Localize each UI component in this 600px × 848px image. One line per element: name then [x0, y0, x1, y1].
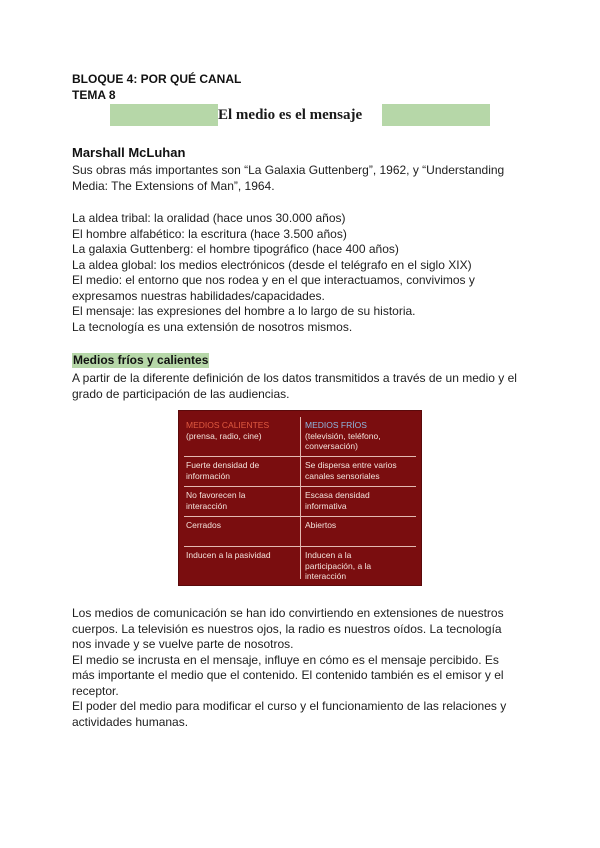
text-line: Los medios de comunicación se han ido convirtiendo en extensiones de nuestros: [72, 606, 504, 620]
text-line: grado de participación de las audiencias.: [72, 386, 290, 401]
text-line: más importante el medio que el contenido. El contenido también es el emisor y el: [72, 668, 504, 682]
media-comparison-table: [178, 410, 422, 586]
text-line: El poder del medio para modificar el curso y el funcionamiento de las relaciones y: [72, 699, 507, 713]
table-divider: [184, 486, 416, 487]
topic-heading: TEMA 8: [72, 88, 116, 102]
table-cell-cold: Se dispersa entre varios canales sensoriales: [305, 460, 397, 481]
text-line: El medio se incrusta en el mensaje, influye en cómo es el mensaje percibido. Es: [72, 652, 499, 667]
text-line: receptor.: [72, 683, 119, 698]
author-heading: Marshall McLuhan: [72, 145, 186, 160]
section-heading: Medios fríos y calientes: [73, 353, 209, 367]
page-title: El medio es el mensaje: [218, 107, 363, 123]
table-cell-cold: Escasa densidad informativa: [305, 490, 370, 511]
table-cell-hot: Inducen a la pasividad: [186, 550, 271, 560]
text-line: A partir de la diferente definición de los datos transmitidos a través de un medio y el: [72, 371, 517, 385]
table-cell-cold: Abiertos: [305, 520, 337, 530]
text-line: La aldea tribal: la oralidad (hace unos 30.000 años): [72, 211, 346, 225]
concepts-paragraph: [72, 211, 532, 335]
text-line: actividades humanas.: [72, 714, 189, 729]
text-line: La galaxia Guttenberg: el hombre tipográfico (hace 400 años): [72, 242, 399, 256]
text-line: cuerpos. La televisión es nuestros ojos, la radio es nuestros oídos. La tecnología: [72, 621, 502, 636]
text-line: La aldea global: los medios electrónicos (desde el telégrafo en el siglo XIX): [72, 257, 472, 272]
text-line: El medio: el entorno que nos rodea y en el que interactuamos, convivimos y: [72, 273, 475, 287]
section-intro: [72, 371, 532, 402]
table-divider: [184, 546, 416, 547]
text-line: El mensaje: las expresiones del hombre a lo largo de su historia.: [72, 304, 416, 318]
block-heading: BLOQUE 4: POR QUÉ CANAL: [72, 72, 242, 86]
table-cell-hot: Fuerte densidad de información: [186, 460, 260, 481]
table-divider: [300, 417, 301, 579]
text-line: Sus obras más importantes son “La Galaxia Guttenberg”, 1962, y “Understanding: [72, 163, 505, 177]
table-cell-hot: No favorecen la interacción: [186, 490, 246, 511]
table-divider: [184, 456, 416, 457]
text-line: El hombre alfabético: la escritura (hace 3.500 años): [72, 226, 347, 241]
text-line: Media: The Extensions of Man”, 1964.: [72, 178, 275, 193]
text-line: nos invade y se vuelve parte de nosotros.: [72, 637, 294, 651]
table-divider: [184, 516, 416, 517]
intro-paragraph: [72, 163, 532, 194]
text-line: La tecnología es una extensión de nosotros mismos.: [72, 319, 353, 334]
table-header-hot: MEDIOS CALIENTES (prensa, radio, cine): [186, 420, 270, 441]
table-header-cold: MEDIOS FRÍOS (televisión, teléfono, conversación): [305, 420, 381, 451]
text-line: expresamos nuestras habilidades/capacidades.: [72, 288, 325, 303]
closing-paragraph: [72, 606, 532, 730]
table-cell-hot: Cerrados: [186, 520, 221, 530]
table-cell-cold: Inducen a la participación, a la interacción: [305, 550, 372, 581]
